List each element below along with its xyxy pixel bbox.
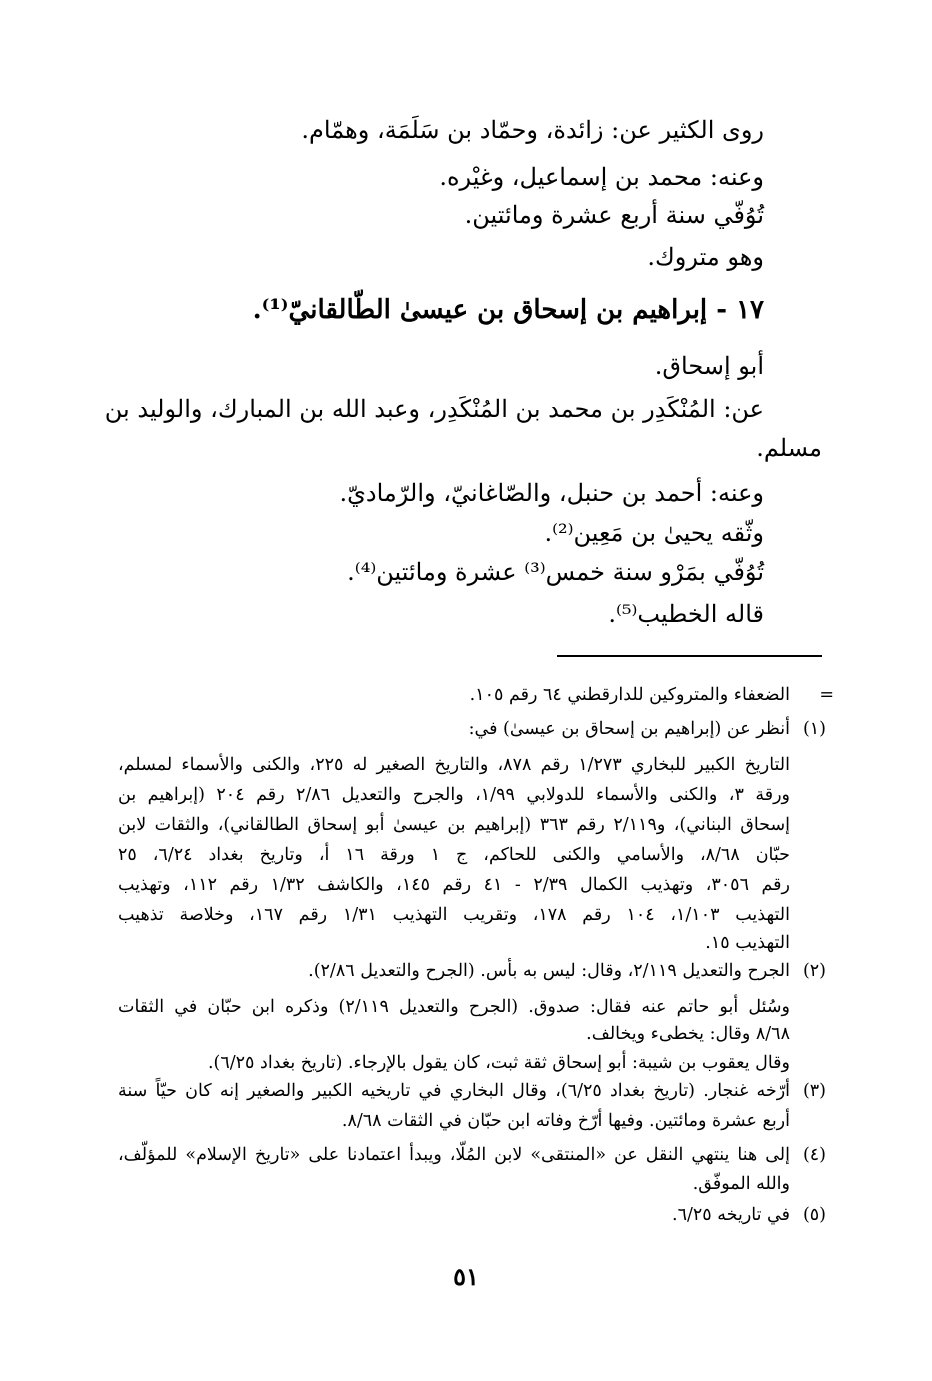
footnote-line: وقال يعقوب بن شيبة: أبو إسحاق ثقة ثبت، كان يقول بالإرجاء. (تاريخ بغداد ٦/٢٥). [207, 1053, 790, 1073]
entry-line: وثّقه يحيىٰ بن مَعِين⁽²⁾. [544, 519, 764, 547]
footnote-line: في تاريخه ٦/٢٥. [672, 1205, 790, 1225]
entry-heading: ١٧ - إبراهيم بن إسحاق بن عيسىٰ الطّالقانيّ⁽¹⁾. [252, 295, 764, 325]
footnote-line: أنظر عن (إبراهيم بن إسحاق بن عيسىٰ) في: [468, 719, 790, 739]
footnote-line: أربع عشرة ومائتين. وفيها أرّخ وفاته ابن حبّان في الثقات ٨/٦٨. [341, 1111, 790, 1131]
footnote-line: إسحاق البناني)، و٢/١١٩ رقم ٣٦٣ (إبراهيم بن عيسىٰ أبو إسحاق الطالقاني)، والثقات لابن [118, 815, 791, 835]
footnote-number: (٥) [802, 1205, 826, 1225]
footnote-line: والله الموفّق. [692, 1174, 790, 1194]
footnote-line: رقم ٣٠٥٦، وتهذيب الكمال ٢/٣٩ - ٤١ رقم ١٤٥، والكاشف ١/٣٢ رقم ١١٢، وتهذيب [118, 875, 790, 895]
entry-line: تُوُفّي بمَرْو سنة خمس⁽³⁾ عشرة ومائتين⁽⁴⁾. [347, 558, 764, 586]
footnote-line: ورقة ٣، والكنى والأسماء للدولابي ١/٩٩، والجرح والتعديل ٢/٨٦ رقم ٢٠٤ (إبراهيم بن [118, 785, 790, 805]
entry-line: قاله الخطيب⁽⁵⁾. [608, 600, 764, 628]
footnote-line: التاريخ الكبير للبخاري ١/٢٧٣ رقم ٨٧٨، والتاريخ الصغير له ٢٢٥، والكنى والأسماء لمسلم، [118, 755, 791, 775]
footnote-separator [557, 655, 822, 657]
body-line: روى الكثير عن: زائدة، وحمّاد بن سَلَمَة، وهمّام. [301, 116, 764, 144]
entry-line: عن: المُنْكَدِر بن محمد بن المُنْكَدِر، وعبد الله بن المبارك، والوليد بن [104, 395, 764, 423]
entry-line: وعنه: أحمد بن حنبل، والصّاغانيّ، والرّماديّ. [339, 479, 764, 507]
entry-line: مسلم. [756, 434, 822, 462]
footnote-line: أرّخه غنجار. (تاريخ بغداد ٦/٢٥)، وقال البخاري في تاريخيه الكبير والصغير إنه كان حيّاً سنة [118, 1081, 791, 1101]
footnote-line: إلى هنا ينتهي النقل عن «المنتقى» لابن المُلّا، ويبدأ اعتمادنا على «تاريخ الإسلام» للمؤلّف، [118, 1145, 790, 1165]
body-line: وعنه: محمد بن إسماعيل، وغيْره. [439, 163, 764, 191]
footnote-line: ٨/٦٨ وقال: يخطىء ويخالف. [586, 1024, 790, 1044]
footnote-line: حبّان ٨/٦٨، والأسامي والكنى للحاكم، ج ١ ورقة ١٦ أ، وتاريخ بغداد ٦/٢٤، ٢٥ [118, 845, 790, 865]
footnote-number: (٢) [802, 961, 826, 981]
footnote-line: التهذيب ١/١٠٣، ١٠٤ رقم ١٧٨، وتقريب التهذيب ١/٣١ رقم ١٦٧، وخلاصة تذهيب [118, 905, 790, 925]
entry-line: أبو إسحاق. [654, 352, 764, 380]
footnote-line: وسُئل أبو حاتم عنه فقال: صدوق. (الجرح والتعديل ٢/١١٩) وذكره ابن حبّان في الثقات [118, 997, 790, 1017]
body-line: وهو متروك. [647, 243, 764, 271]
footnote-line: الضعفاء والمتروكين للدارقطني ٦٤ رقم ١٠٥. [469, 685, 790, 705]
footnote-number: (٤) [802, 1145, 826, 1165]
footnote-number: (١) [802, 719, 826, 739]
page-number: ٥١ [453, 1262, 479, 1291]
body-line: تُوُفّي سنة أربع عشرة ومائتين. [464, 201, 764, 229]
footnote-number: (٣) [802, 1081, 826, 1101]
footnote-line: الجرح والتعديل ٢/١١٩، وقال: ليس به بأس. (الجرح والتعديل ٢/٨٦). [308, 961, 790, 981]
footnote-continuation-marker: = [819, 685, 834, 705]
footnote-line: التهذيب ١٥. [705, 933, 790, 953]
